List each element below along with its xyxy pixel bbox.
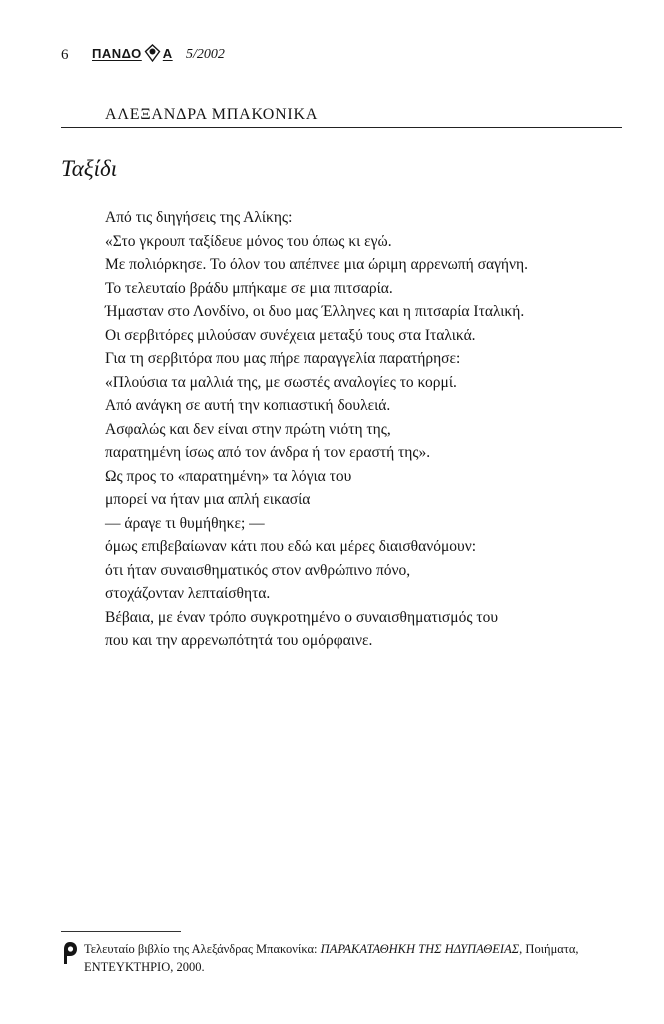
footnote-publisher: ΕΝΤΕΥΚΤΗΡΙΟ, 2000. bbox=[84, 960, 205, 974]
poem-line: Για τη σερβιτόρα που μας πήρε παραγγελία παρατήρησε: bbox=[105, 350, 461, 367]
poem-line: — άραγε τι θυμήθηκε; — bbox=[105, 514, 265, 532]
footnote bbox=[84, 940, 624, 976]
author-name: ΑΛΕΞΑΝΔΡΑ ΜΠΑΚΟΝΙΚΑ bbox=[105, 106, 319, 123]
journal-name-right: Α bbox=[162, 46, 173, 61]
issue-number: 5/2002 bbox=[186, 47, 225, 62]
page-number: 6 bbox=[61, 47, 69, 63]
footnote-divider bbox=[61, 931, 181, 932]
header-divider bbox=[61, 127, 622, 128]
poem-line: Οι σερβιτόρες μιλούσαν συνέχεια μεταξύ τους στα Ιταλικά. bbox=[105, 326, 476, 344]
footnote-prefix: Τελευταίο βιβλίο της Αλεξάνδρας Μπακονίκα: bbox=[84, 942, 321, 956]
poem-line: ότι ήταν συναισθηματικός στον ανθρώπινο πόνο, bbox=[105, 561, 411, 579]
footnote-suffix: , Ποιήματα, bbox=[519, 942, 579, 956]
poem-line: Το τελευταίο βράδυ μπήκαμε σε μια πιτσαρία. bbox=[105, 279, 393, 297]
journal-name-left: ΠΑΝΔΟ bbox=[92, 46, 142, 61]
poem-line: «Στο γκρουπ ταξίδευε μόνος του όπως κι εγώ. bbox=[105, 232, 392, 250]
poem-line: Ήμασταν στο Λονδίνο, οι δυο μας Έλληνες και η πιτσαρία Ιταλική. bbox=[105, 303, 525, 320]
poem-line: Ως προς το «παρατημένη» τα λόγια του bbox=[105, 467, 352, 485]
footnote-book-title: ΠΑΡΑΚΑΤΑΘΗΚΗ ΤΗΣ ΗΔΥΠΑΘΕΙΑΣ bbox=[320, 942, 520, 956]
poem-title: Ταξίδι bbox=[61, 156, 118, 181]
poem-line: Βέβαια, με έναν τρόπο συγκροτημένο ο συναισθηματισμός του bbox=[105, 608, 498, 626]
pandora-mark-icon bbox=[62, 941, 78, 965]
poem-line: στοχάζονταν λεπταίσθητα. bbox=[105, 585, 271, 602]
poem-line: Από τις διηγήσεις της Αλίκης: bbox=[105, 209, 293, 226]
pandora-logo-icon bbox=[144, 44, 161, 63]
poem-line: Με πολιόρκησε. Το όλον του απέπνεε μια ώριμη αρρενωπή σαγήνη. bbox=[105, 256, 529, 273]
poem-line: Από ανάγκη σε αυτή την κοπιαστική δουλειά. bbox=[105, 397, 391, 414]
poem-line: που και την αρρενωπότητά του ομόρφαινε. bbox=[105, 632, 373, 649]
journal-logo bbox=[92, 44, 173, 63]
poem-line: Ασφαλώς και δεν είναι στην πρώτη νιότη της, bbox=[105, 420, 391, 438]
poem-line: παρατημένη ίσως από τον άνδρα ή τον εραστή της». bbox=[105, 444, 431, 461]
poem-line: μπορεί να ήταν μια απλή εικασία bbox=[105, 491, 311, 508]
poem-body bbox=[105, 206, 625, 653]
poem-line: «Πλούσια τα μαλλιά της, με σωστές αναλογίες το κορμί. bbox=[105, 373, 457, 391]
poem-line: όμως επιβεβαίωναν κάτι που εδώ και μέρες διαισθανόμουν: bbox=[105, 538, 477, 555]
